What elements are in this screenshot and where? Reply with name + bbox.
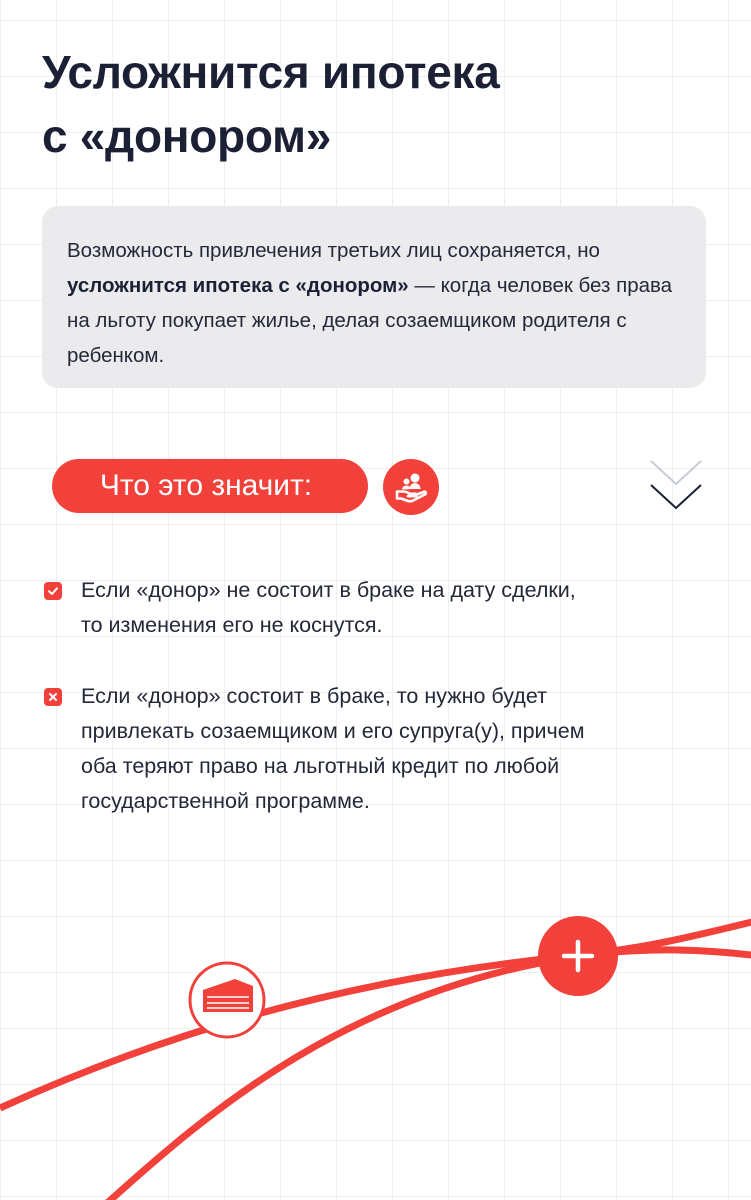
info-text-before: Возможность привлечения третьих лиц сохраняется, но	[67, 239, 600, 262]
info-text-after: — когда человек без права на льготу покупает жилье, делая созаемщиком родителя с ребенком.	[67, 274, 673, 367]
info-box	[42, 206, 706, 388]
list-item	[44, 679, 704, 819]
list-item-text	[81, 679, 704, 819]
info-text	[67, 233, 682, 373]
check-icon	[44, 582, 62, 600]
info-text-bold: усложнится ипотека с «донором»	[67, 274, 409, 297]
list-item-line: государственной программе.	[81, 789, 370, 813]
list-item-line: привлекать созаемщиком и его супруга(у), причем	[81, 719, 585, 743]
list-item	[44, 573, 704, 643]
list-item-line: Если «донор» не состоит в браке на дату сделки,	[81, 578, 576, 602]
list-item-line: Если «донор» состоит в браке, то нужно будет	[81, 684, 547, 708]
page-title	[42, 40, 682, 168]
meaning-label: Что это значит:	[52, 459, 368, 513]
decorative-curves	[0, 860, 751, 1200]
double-chevron-down-icon	[645, 455, 707, 522]
list-item-line: оба теряют право на льготный кредит по любой	[81, 754, 560, 778]
building-icon	[190, 963, 264, 1037]
plus-icon	[538, 916, 618, 996]
title-line-1: Усложнится ипотека	[42, 46, 500, 98]
list-item-line: то изменения его не коснутся.	[81, 613, 383, 637]
cross-icon	[44, 688, 62, 706]
hand-with-people-icon	[383, 459, 439, 515]
title-line-2: с «донором»	[42, 110, 332, 162]
list-item-text	[81, 573, 704, 643]
